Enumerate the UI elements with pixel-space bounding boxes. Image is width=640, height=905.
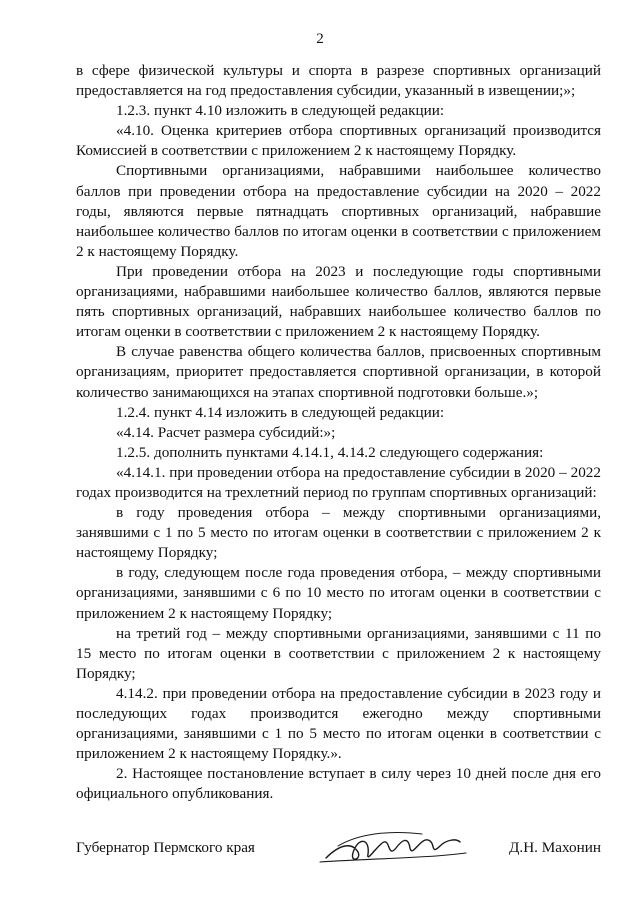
paragraph: 4.14.2. при проведении отбора на предоставление субсидии в 2023 году и последующих годах производится ежегодно между спортивными организациями, занявшими с 1 по 5 место по итогам оценки в соответствии с приложением 2 к настоящему Порядку.». <box>76 684 601 763</box>
signatory-title: Губернатор Пермского края <box>76 839 255 856</box>
paragraph: «4.14.1. при проведении отбора на предоставление субсидии в 2020 – 2022 годах производится на трехлетний период по группам спортивных организаций: <box>76 463 601 501</box>
paragraph: Спортивными организациями, набравшими наибольшее количество баллов при проведении отбора на предоставление субсидии на 2020 – 2022 годы, являются первые пятнадцать спортивных организаций, набравшие наибольшее количество баллов по итогам оценки в соответствии с приложением 2 к настоящему Порядку. <box>76 162 601 260</box>
paragraph: 1.2.3. пункт 4.10 изложить в следующей редакции: <box>116 102 445 120</box>
document-body <box>76 61 601 804</box>
handwritten-signature <box>318 824 468 874</box>
page-number: 2 <box>316 31 324 47</box>
paragraph: 1.2.5. дополнить пунктами 4.14.1, 4.14.2 следующего содержания: <box>116 443 544 461</box>
paragraph: в году, следующем после года проведения отбора, – между спортивными организациями, занявшими с 6 по 10 место по итогам оценки в соответствии с приложением 2 к настоящему Порядку; <box>76 564 601 622</box>
paragraph: в году проведения отбора – между спортивными организациями, занявшими с 1 по 5 место по итогам оценки в соответствии с приложением 2 к настоящему Порядку; <box>76 504 601 562</box>
paragraph: «4.10. Оценка критериев отбора спортивных организаций производится Комиссией в соответствии с приложением 2 к настоящему Порядку. <box>76 122 601 160</box>
paragraph: в сфере физической культуры и спорта в разрезе спортивных организаций предоставляется на год предоставления субсидии, указанный в извещении;»; <box>76 62 601 100</box>
paragraph: При проведении отбора на 2023 и последующие годы спортивными организациями, набравшими наибольшее количество баллов, являются первые пять спортивных организаций, набравших наибольшее количество баллов по итогам оценки в соответствии с приложением 2 к настоящему Порядку. <box>76 262 601 341</box>
signatory-name: Д.Н. Махонин <box>509 839 601 856</box>
paragraph: 1.2.4. пункт 4.14 изложить в следующей редакции: <box>116 403 445 421</box>
paragraph: на третий год – между спортивными организациями, занявшими с 11 по 15 место по итогам оценки в соответствии с приложением 2 к настоящему Порядку; <box>76 624 601 682</box>
paragraph: 2. Настоящее постановление вступает в силу через 10 дней после дня его официального опубликования. <box>76 765 601 803</box>
paragraph: «4.14. Расчет размера субсидий:»; <box>116 423 336 441</box>
paragraph: В случае равенства общего количества баллов, присвоенных спортивным организациям, приоритет предоставляется спортивной организации, в которой количество занимающихся на этапах спортивной подготовки больше.»; <box>76 343 601 401</box>
